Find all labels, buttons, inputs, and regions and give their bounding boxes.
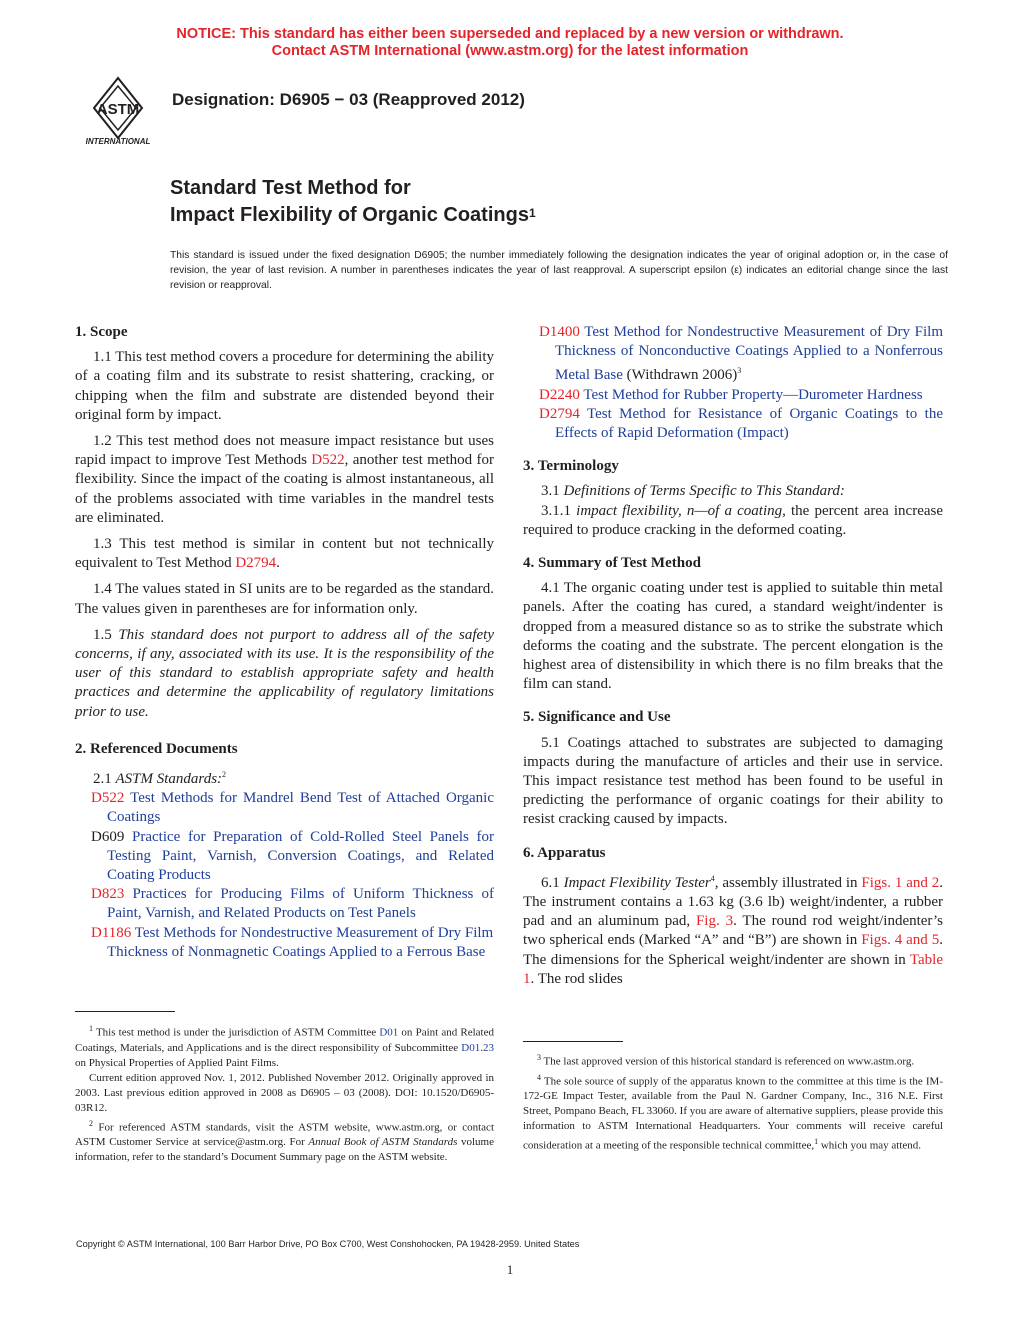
section-3-1-num: 3.1: [541, 483, 564, 500]
copyright-footer: Copyright © ASTM International, 100 Barr Harbor Drive, PO Box C700, West Conshohocken, PA 19428-2959. United States: [76, 1239, 580, 1249]
link-d01-23[interactable]: D01.23: [461, 1041, 494, 1054]
footnote-divider-left: [75, 1011, 175, 1012]
section-3-1-1: [523, 502, 943, 540]
ref-code[interactable]: D2240: [539, 386, 580, 403]
section-6-1-text-b: . The instrument contains a 1.63 kg (3.6 lb) weight/indenter, a rubber pad and an aluminum pad,: [523, 874, 944, 930]
ref-code[interactable]: D522: [91, 790, 125, 807]
section-1-3-text-b: .: [276, 555, 280, 572]
reference-item: [75, 885, 494, 923]
link-figs-4-5[interactable]: Figs. 4 and 5: [861, 932, 940, 949]
section-1-5-text: This standard does not purport to address all of the safety concerns, if any, associated with its use. It is the responsibility of the user of this standard to establish appropriate safety and health practices and determine the applicability of regulatory limitations prior to use.: [75, 626, 495, 720]
ref-title[interactable]: Test Method for Rubber Property—Durometer Hardness: [583, 386, 923, 403]
link-figs-1-2[interactable]: Figs. 1 and 2: [861, 874, 940, 891]
footnote-3: [523, 1050, 943, 1070]
ref-code[interactable]: D1400: [539, 324, 580, 340]
footnote-4-text: The sole source of supply of the apparatus known to the committee at this time is the IM-172-GE Impact Tester, available from the Paul N. Gardner Company, Inc., 316 N.E. First Street, Pompano Beach, FL 33060. If you are aware of alternative suppliers, please provide this information to ASTM International Headquarters. Your comments will receive careful consideration at a meeting of the responsible technical committee,: [523, 1075, 943, 1152]
section-3-1: [523, 482, 943, 501]
section-1-4: 1.4 The values stated in SI units are to be regarded as the standard. The values given in parentheses are for information only.: [75, 581, 494, 617]
footnotes-left: [75, 1021, 494, 1165]
notice-banner: [0, 26, 1020, 60]
section-4-heading: 4. Summary of Test Method: [523, 555, 701, 572]
ref-code: D609: [91, 828, 125, 845]
section-2-1: [75, 765, 494, 789]
section-5-heading: 5. Significance and Use: [523, 709, 671, 726]
section-3-1-1-text: , the percent area increase required to produce cracking in the deformed coating.: [523, 502, 944, 538]
title-footnote-ref: 1: [528, 206, 536, 220]
section-6-1-text: , assembly illustrated in: [714, 874, 862, 891]
astm-logo: [76, 74, 160, 146]
section-6-1-num: 6.1: [541, 874, 564, 891]
footnote-4: [523, 1070, 943, 1154]
reference-item: [75, 789, 494, 827]
section-1-heading: 1. Scope: [75, 324, 128, 340]
footnote-1-text: This test method is under the jurisdiction of ASTM Committee: [93, 1026, 380, 1039]
reference-item: [75, 828, 494, 886]
left-column: [75, 323, 494, 962]
footnote-2-num: 2: [89, 1118, 93, 1128]
reference-item: [523, 323, 943, 386]
section-2-1-sup: 2: [222, 770, 227, 780]
link-table-1[interactable]: Table 1: [523, 951, 943, 987]
ref-title[interactable]: Test Method for Nondestructive Measurement of Dry Film Thickness of Nonconductive Coatings Applied to a Nonferrous Metal Base: [555, 324, 944, 384]
footnote-2-text-b: volume information, refer to the standard’s Document Summary page on the ASTM website.: [75, 1136, 494, 1164]
footnote-2-italic: Annual Book of ASTM Standards: [308, 1136, 458, 1149]
link-d522[interactable]: D522: [311, 452, 345, 469]
document-title: [170, 175, 536, 229]
footnote-1: [75, 1021, 494, 1071]
footnote-4-text-b: which you may attend.: [818, 1139, 922, 1152]
footnote-3-num: 3: [537, 1053, 541, 1062]
section-6-1-sup: 4: [710, 873, 715, 883]
ref-code[interactable]: D1186: [91, 924, 132, 941]
section-3-1-text: Definitions of Terms Specific to This Standard:: [563, 483, 845, 500]
footnote-2: [75, 1116, 494, 1166]
section-6-1-text-e: . The rod slides: [530, 970, 623, 987]
section-3-1-1-num: 3.1.1: [541, 502, 577, 519]
footnote-3-text: The last approved version of this historical standard is referenced on www.astm.org.: [541, 1055, 915, 1068]
footnote-1-num: 1: [89, 1024, 93, 1033]
section-6-heading: 6. Apparatus: [523, 844, 606, 861]
footnote-1-text-b: on Paint and Related Coatings, Materials, and Applications and is the direct responsibility of Subcommittee: [75, 1026, 494, 1054]
section-5-1: 5.1 Coatings attached to substrates are subjected to damaging impacts during the manufacture of articles and their use in service. This impact resistance test method has been found to be useful in predicting the performance of organic coatings for their ability to resist cracking caused by impacts.: [523, 734, 943, 828]
section-1-5: [75, 626, 494, 722]
footnotes-right: [523, 1050, 943, 1154]
section-1-2: [75, 432, 494, 528]
link-d01[interactable]: D01: [379, 1026, 399, 1039]
section-1-3: [75, 535, 494, 573]
ref-title[interactable]: Practice for Preparation of Cold-Rolled Steel Panels for Testing Paint, Varnish, Conversion Coatings, and Related Coating Products: [107, 828, 495, 884]
section-6-1: [523, 869, 943, 989]
logo-letters: ASTM: [96, 101, 140, 118]
term-impact-flexibility-tester: Impact Flexibility Tester: [563, 874, 711, 891]
right-column: [523, 323, 943, 989]
footnote-4-ref: 1: [814, 1137, 819, 1147]
section-1-2-text-b: , another test method for flexibility. Since the impact of the coating is almost instantaneous, all of the problems associated with time variables in the mandrel tests are eliminated.: [75, 452, 494, 526]
logo-text: INTERNATIONAL: [85, 137, 151, 146]
ref-title[interactable]: Test Methods for Mandrel Bend Test of Attached Organic Coatings: [107, 790, 494, 826]
ref-withdrawn: (Withdrawn 2006): [622, 367, 738, 384]
section-1-5-num: 1.5: [93, 626, 119, 643]
footnote-1-text-c: on Physical Properties of Applied Paint Films.: [75, 1056, 279, 1069]
ref-code[interactable]: D2794: [539, 405, 580, 422]
section-6-1-text-d: . The dimensions for the Spherical weight/indenter are shown in: [523, 932, 943, 968]
notice-line-2: Contact ASTM International (www.astm.org) for the latest information: [271, 43, 749, 59]
title-line-1: Standard Test Method for: [170, 177, 411, 199]
ref-code[interactable]: D823: [91, 886, 125, 903]
link-d2794[interactable]: D2794: [235, 555, 277, 572]
section-6-1-text-c: . The round rod weight/indenter’s two spherical ends (Marked “A” and “B”) are shown in: [523, 913, 943, 949]
ref-title[interactable]: Test Method for Resistance of Organic Coatings to the Effects of Rapid Deformation (Impact): [555, 405, 943, 442]
term-impact-flexibility: impact flexibility, n—of a coating: [576, 502, 783, 519]
designation: Designation: D6905 − 03 (Reapproved 2012): [172, 90, 525, 109]
footnote-divider-right: [523, 1041, 623, 1042]
section-2-1-text: ASTM Standards:: [115, 771, 223, 788]
link-fig-3[interactable]: Fig. 3: [695, 913, 734, 930]
footnote-1-edition: Current edition approved Nov. 1, 2012. Published November 2012. Originally approved in 2003. Last previous edition approved in 2008 as D6905 – 03 (2008). DOI: 10.1520/D6905-03R12.: [75, 1071, 494, 1114]
ref-sup: 3: [737, 366, 742, 376]
reference-item: [523, 405, 943, 443]
section-3-heading: 3. Terminology: [523, 458, 619, 475]
ref-title[interactable]: Practices for Producing Films of Uniform Thickness of Paint, Varnish, and Related Products on Test Panels: [107, 886, 494, 922]
footnote-2-text: For referenced ASTM standards, visit the ASTM website, www.astm.org, or contact ASTM Customer Service at service@astm.org. For: [75, 1121, 494, 1149]
intro-paragraph: This standard is issued under the fixed designation D6905; the number immediately following the designation indicates the year of original adoption or, in the case of revision, the year of last revision. A number in parentheses indicates the year of last reapproval. A superscript epsilon (ε) indicates an editorial change since the last revision or reapproval.: [170, 250, 948, 291]
ref-title[interactable]: Test Methods for Nondestructive Measurement of Dry Film Thickness of Nonmagnetic Coatings Applied to a Ferrous Base: [107, 924, 494, 960]
footnote-4-num: 4: [537, 1072, 541, 1082]
section-2-1-num: 2.1: [93, 771, 116, 788]
notice-line-1: NOTICE: This standard has either been superseded and replaced by a new version or withdrawn.: [176, 26, 844, 42]
reference-item: [523, 386, 943, 405]
section-2-heading: 2. Referenced Documents: [75, 740, 238, 757]
title-line-2: [170, 202, 536, 229]
section-1-3-text: 1.3 This test method is similar in content but not technically equivalent to Test Method: [75, 536, 494, 572]
reference-item: [75, 924, 494, 962]
section-1-1: 1.1 This test method covers a procedure for determining the ability of a coating film and its substrate to resist shattering, cracking, or chipping when the film and substrate are distended beyond their original form by impact.: [75, 349, 494, 423]
title-line-2-text: Impact Flexibility of Organic Coatings: [170, 204, 529, 226]
astm-logo-icon: [76, 74, 160, 146]
page-number: 1: [506, 1262, 514, 1277]
section-4-1: 4.1 The organic coating under test is applied to suitable thin metal panels. After the coating has cured, a standard weight/indenter is dropped from a measured distance so as to strike the substrate which deforms the coating and the substrate. The percent elongation is the highest area of distensibility in which there is no film breaks that the film can stand.: [523, 580, 943, 693]
section-1-2-text: 1.2 This test method does not measure impact resistance but uses rapid impact to improve Test Methods: [75, 433, 494, 469]
